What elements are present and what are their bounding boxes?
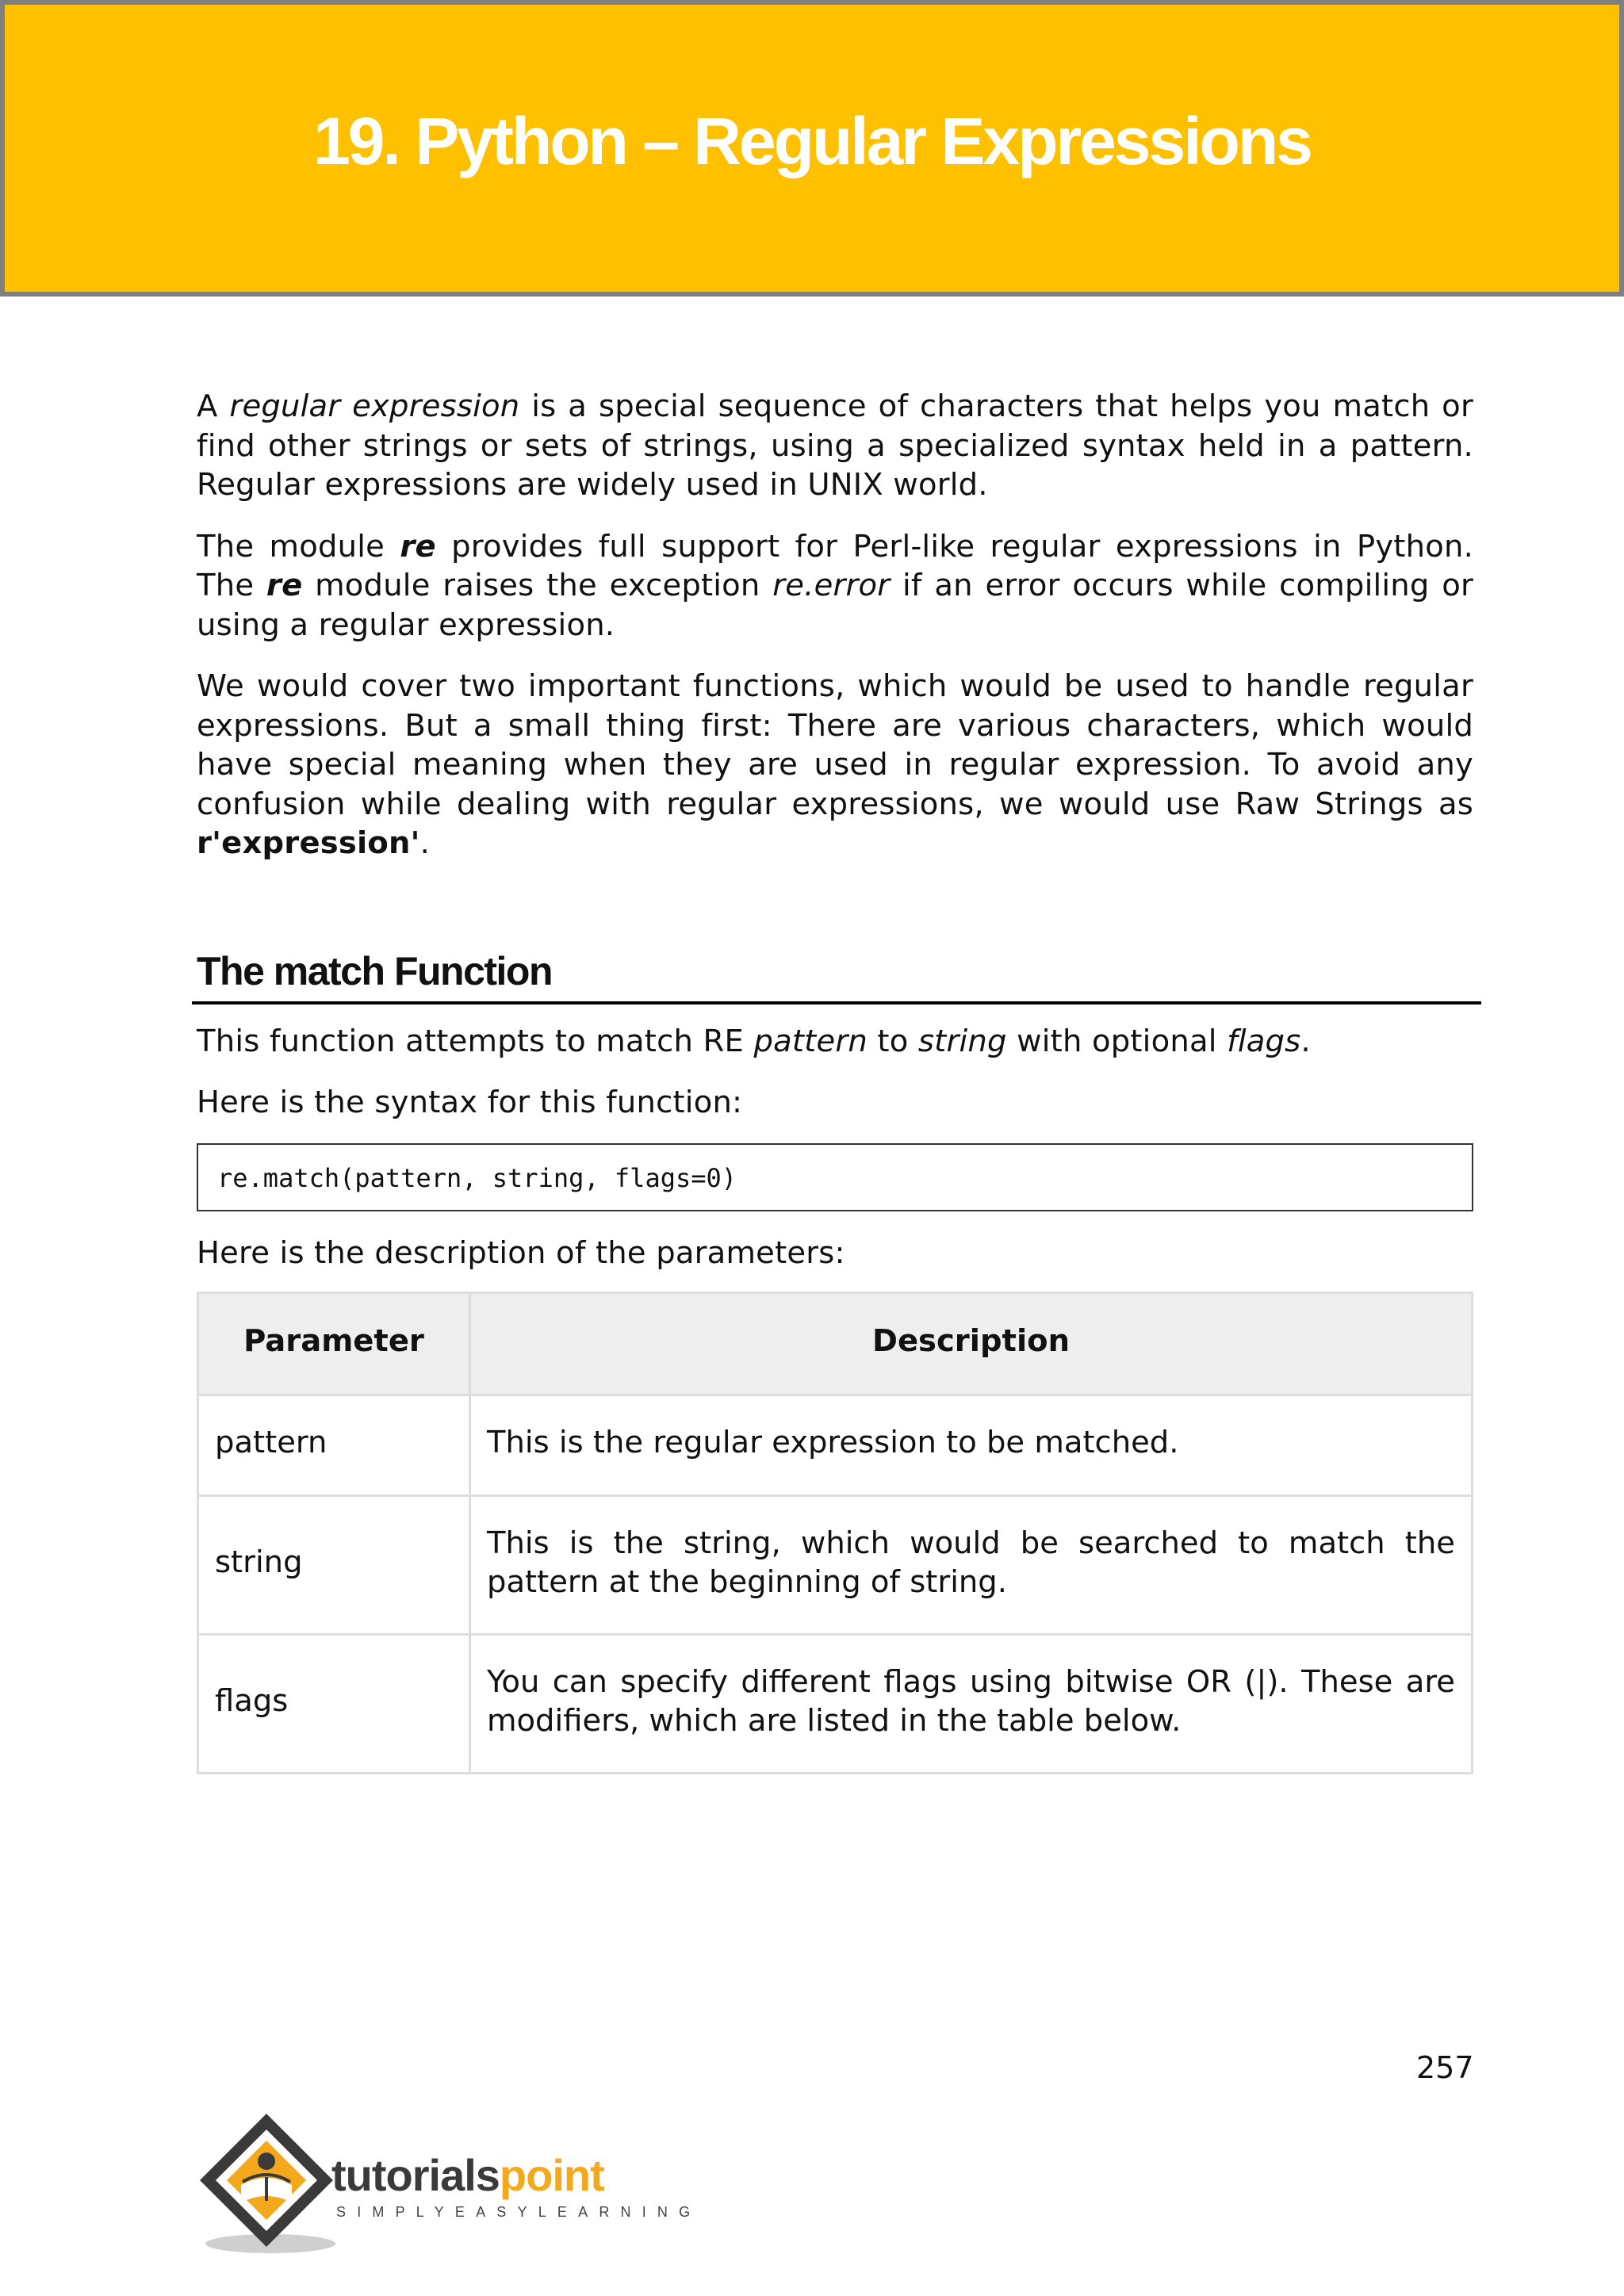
- text-run: The module: [197, 528, 400, 564]
- logo-wordmark: [331, 2152, 604, 2199]
- term-regular-expression: regular expression: [229, 388, 520, 424]
- match-description: [197, 1022, 1473, 1062]
- tutorialspoint-logo: [195, 2109, 702, 2260]
- table-header-parameter: Parameter: [198, 1293, 470, 1395]
- raw-string-example: r'expression': [197, 825, 420, 861]
- term-flags: flags: [1227, 1023, 1301, 1059]
- parameters-table: [197, 1292, 1473, 1774]
- text-run: A: [197, 388, 230, 424]
- module-name-re: re: [400, 528, 436, 564]
- intro-paragraph-3: [197, 667, 1473, 863]
- param-description-cell: This is the string, which would be searched to match the pattern at the beginning of string.: [470, 1496, 1473, 1635]
- text-run: is a special sequence of characters that helps you match or find other strings or sets of strings, using a specialized syntax held in a pattern. Regular expressions are widely used in UNIX world.: [197, 388, 1473, 503]
- param-name-cell: flags: [198, 1635, 470, 1774]
- param-name-cell: string: [198, 1496, 470, 1635]
- logo-tagline: SIMPLYEASYLEARNING: [336, 2204, 702, 2220]
- text-run: .: [419, 825, 431, 861]
- page-number: 257: [1416, 2050, 1474, 2085]
- text-run: This function attempts to match RE: [197, 1023, 754, 1059]
- text-run: with optional: [1006, 1023, 1228, 1059]
- table-row: [198, 1496, 1473, 1635]
- tutorialspoint-logo-icon: [195, 2109, 338, 2260]
- text-run: We would cover two important functions, which would be used to handle regular expressions. But a small thing first: There are various characters, which would have special meaning when they are used in regular expression. To avoid any confusion while dealing with regular expressions, we would use Raw Strings as: [197, 668, 1473, 822]
- text-run: module raises the exception: [302, 568, 773, 603]
- chapter-title: 19. Python – Regular Expressions: [313, 104, 1311, 178]
- text-run: if an error occurs while compiling or using a regular expression.: [197, 568, 1473, 643]
- syntax-code-block: re.match(pattern, string, flags=0): [197, 1143, 1473, 1211]
- syntax-intro: Here is the syntax for this function:: [197, 1085, 743, 1120]
- text-run: to: [867, 1023, 918, 1059]
- table-header-description: Description: [470, 1293, 1473, 1395]
- intro-paragraph-1: [197, 387, 1473, 505]
- param-description-cell: This is the regular expression to be matched.: [470, 1395, 1473, 1496]
- section-heading-match-function: The match Function: [192, 946, 1481, 1004]
- intro-paragraph-2: [197, 527, 1473, 645]
- param-name-cell: pattern: [198, 1395, 470, 1496]
- param-description-cell: You can specify different flags using bitwise OR (|). These are modifiers, which are listed in the table below.: [470, 1635, 1473, 1774]
- exception-name: re.error: [772, 568, 891, 603]
- text-run: provides full support for Perl-like regular expressions in Python. The: [197, 528, 1474, 603]
- table-row: [198, 1635, 1473, 1774]
- logo-word-tutorials: tutorials: [331, 2150, 500, 2200]
- logo-word-point: point: [499, 2150, 604, 2200]
- params-intro: Here is the description of the parameters:: [197, 1234, 845, 1271]
- term-string: string: [917, 1023, 1007, 1059]
- table-header-row: [198, 1293, 1473, 1395]
- page-content: [197, 387, 1473, 1774]
- term-pattern: pattern: [753, 1023, 868, 1059]
- module-name-re: re: [266, 568, 303, 603]
- table-row: [198, 1395, 1473, 1496]
- text-run: .: [1300, 1023, 1311, 1059]
